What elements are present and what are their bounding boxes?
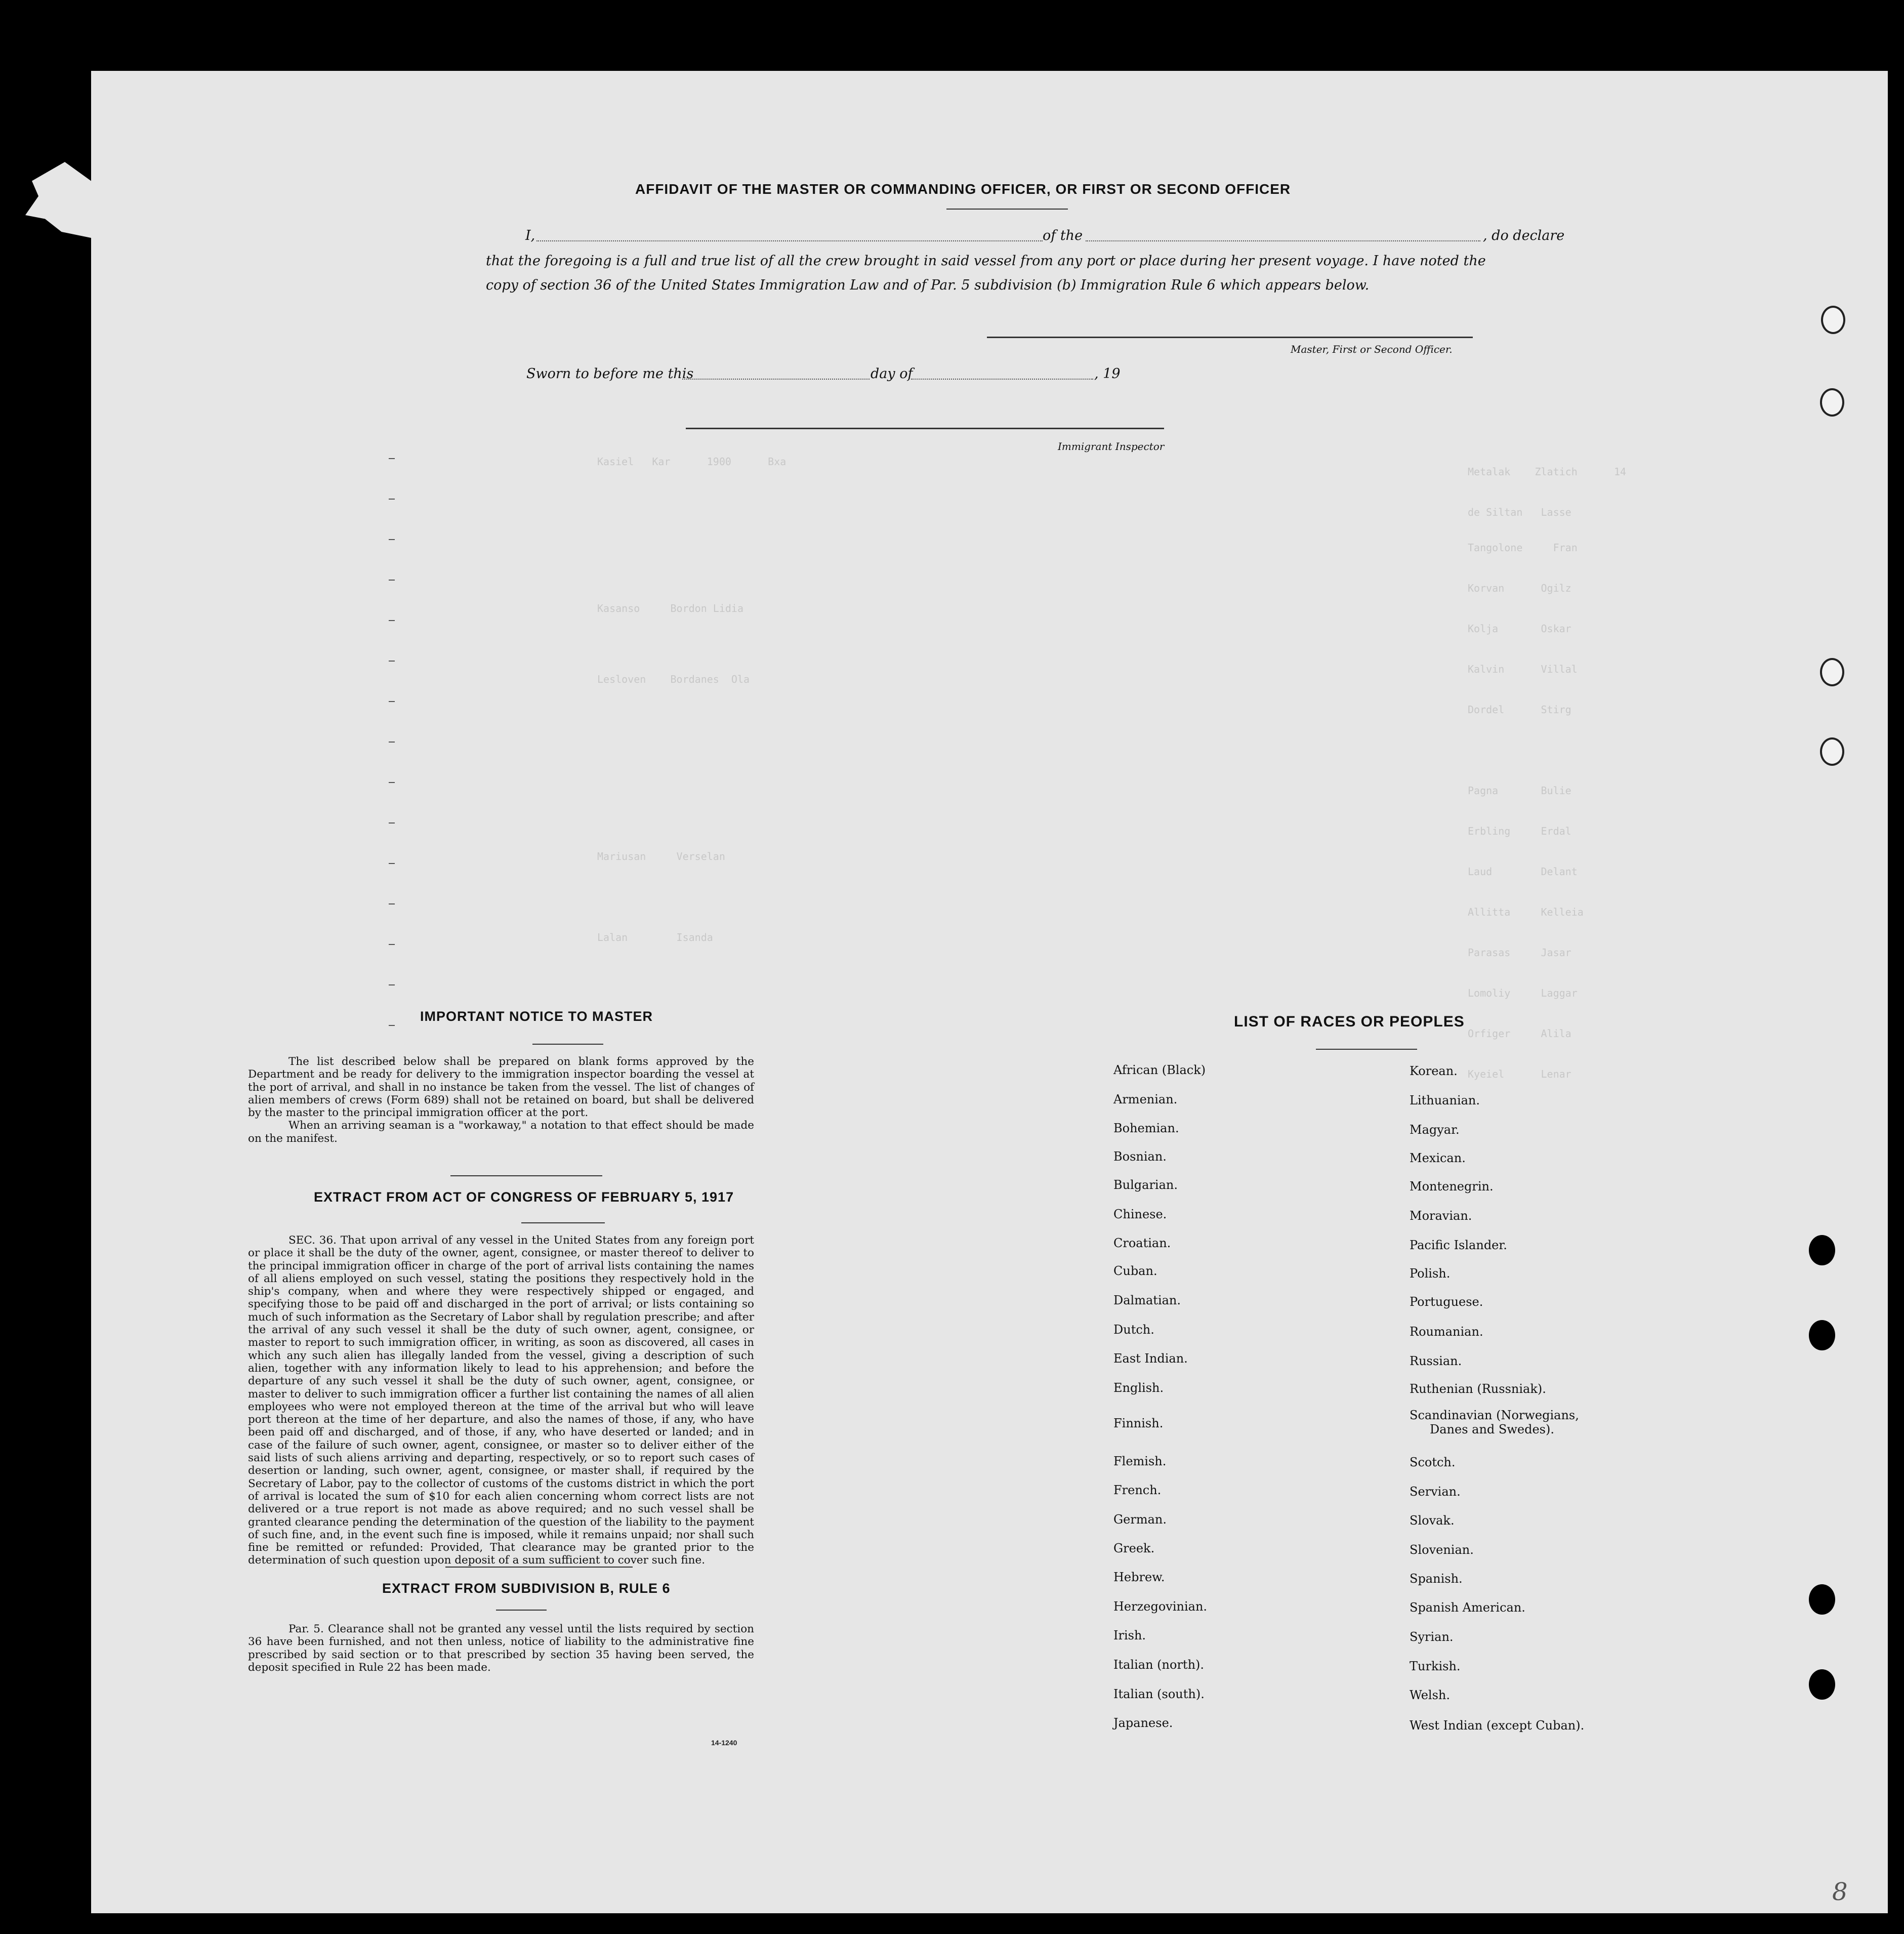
race-item: Italian (north). [1113,1658,1205,1672]
torn-paper-fragment [25,162,91,238]
race-item: Roumanian. [1410,1325,1483,1339]
race-item: Flemish. [1113,1454,1167,1468]
year-label: , 19 [1094,366,1121,382]
race-item: Finnish. [1113,1416,1164,1430]
race-item: Japanese. [1113,1716,1173,1730]
inspector-signature-line[interactable] [686,428,1164,429]
form-number: 14-1240 [711,1739,737,1747]
race-item: Bulgarian. [1113,1178,1178,1192]
race-item: Chinese. [1113,1207,1167,1221]
race-item: African (Black) [1113,1063,1206,1077]
race-item: French. [1113,1483,1162,1497]
race-item: Scandinavian (Norwegians, [1410,1408,1579,1422]
race-item: Spanish. [1410,1572,1463,1586]
race-item: Servian. [1410,1485,1461,1499]
race-item: Slovak. [1410,1513,1455,1528]
race-item: Scotch. [1410,1455,1456,1469]
par-5-text: Par. 5. Clearance shall not be granted any vessel until the lists required by section 36 have been furnished, and not then unless, notice of liability to the administrative fine prescribed by said section or to that prescribed by section 35 having been served, the deposit specified in Rule 22 has been made. [248,1623,754,1674]
binder-hole [1820,388,1844,417]
race-item: Welsh. [1410,1688,1450,1702]
notice-paragraph-2: When an arriving seaman is a "workaway," a notation to that effect should be made on the manifest. [248,1119,754,1145]
race-item: Cuban. [1113,1264,1157,1278]
race-item: Slovenian. [1410,1543,1474,1557]
sworn-day-field[interactable] [682,379,870,380]
notice-paragraph-1: The list described below shall be prepared on blank forms approved by the Department and be ready for delivery to the immigration inspector boarding the vessel at the port of arrival, and shall in no instance be taken from the vessel. The list of changes of alien members of crews (Form 689) shall not be retained on board, but shall be delivered by the master to the principal immigration officer at the port. [248,1055,754,1120]
race-item: Polish. [1410,1266,1451,1281]
race-item: Bohemian. [1113,1121,1179,1135]
rule-extract-title: EXTRACT FROM SUBDIVISION B, RULE 6 [382,1581,671,1596]
race-item: Portuguese. [1410,1295,1483,1309]
sworn-month-field[interactable] [911,379,1093,380]
day-of-label: day of [871,366,913,382]
race-item: Bosnian. [1113,1149,1167,1164]
rule-extract-underline [496,1610,547,1611]
act-extract-title: EXTRACT FROM ACT OF CONGRESS OF FEBRUARY 5, 1917 [314,1189,734,1205]
act-extract-underline [521,1222,605,1223]
notice-underline [532,1044,603,1045]
binder-hole-dark [1809,1584,1835,1615]
race-item: Hebrew. [1113,1570,1165,1584]
affidavit-of-the-label: of the [1043,228,1083,243]
race-item: West Indian (except Cuban). [1410,1718,1585,1733]
race-item: Pacific Islander. [1410,1238,1507,1252]
binder-hole-dark [1809,1235,1835,1265]
binder-hole-dark [1809,1669,1835,1700]
binder-hole [1821,306,1845,334]
affidavit-line-3: copy of section 36 of the United States Immigration Law and of Par. 5 subdivision (b) Immigration Rule 6 which appears below. [486,277,1370,293]
vessel-field[interactable] [1086,240,1480,241]
affidavit-line-2: that the foregoing is a full and true list of all the crew brought in said vessel from any port or place during her present voyage. I have noted the [486,253,1486,269]
race-item: Croatian. [1113,1236,1171,1250]
master-signature-line[interactable] [987,337,1473,338]
race-item: Magyar. [1410,1123,1460,1137]
affidavit-i-label: I, [525,228,535,243]
notice-body [248,1055,754,1145]
race-item: Herzegovinian. [1113,1599,1208,1614]
name-field[interactable] [536,240,1043,241]
affidavit-title: AFFIDAVIT OF THE MASTER OR COMMANDING OFFICER, OR FIRST OR SECOND OFFICER [635,181,1291,197]
races-underline [1316,1049,1417,1050]
race-item: Spanish American. [1410,1600,1525,1615]
race-item: Russian. [1410,1354,1462,1368]
race-item: East Indian. [1113,1351,1188,1366]
race-item: Italian (south). [1113,1687,1205,1701]
margin-pencil-mark: 8 [1832,1878,1848,1906]
race-item: German. [1113,1512,1167,1527]
act-extract-body [248,1234,754,1567]
race-item: Turkish. [1410,1659,1461,1673]
section-divider-2 [445,1567,633,1568]
title-underline [946,209,1068,210]
inspector-label: Immigrant Inspector [1058,440,1165,452]
binder-hole [1820,658,1844,686]
master-signature-label: Master, First or Second Officer. [1291,343,1453,355]
race-item: Dutch. [1113,1323,1154,1337]
race-item: Dalmatian. [1113,1293,1181,1307]
race-item-scandinavian-continued: Danes and Swedes). [1430,1422,1554,1436]
race-item: Korean. [1410,1064,1458,1078]
affidavit-declare-label: , do declare [1483,228,1565,243]
notice-title: IMPORTANT NOTICE TO MASTER [420,1009,653,1024]
manifest-page: Metalak Zlatich 14 de Siltan Lasse Tangolone Fran Korvan Ogilz Kolja Oskar Kalvin Villal Dordel Stirg Pagna Bulie Erbling Erdal Laud Delant Allitta Kelleia Parasas Jasar Lomoliy Laggar Orfiger Alila Kyeiel Lenar Kasiel Kar 1900 Bxa Kasanso Bordon Lidia Lesloven Bordanes Ola Mariusan Verselan Lalan Isanda AFFIDAVIT OF THE MASTER OR COMMANDING OFFICER, OR FIRST OR SECOND OFFICER I, of the , do declare that the foregoing is a full and true list of all the crew brought in said vessel from any port or place during her present voyage. I have noted the copy of section 36 of the United States Immigration Law and of Par. 5 subdivision (b) Immigration Rule 6 which appears below. Master, First or Second Officer. Sworn to before me this day of , 19 Immigrant Inspector IMPORTANT NOTICE TO MASTER The list described below shall be prepared on blank forms approved by the Department and be ready for delivery to the immigration inspector boarding the vessel at the port of arrival, and shall in no instance be taken from the vessel. The list of changes of alien members of crews (Form 689) shall not be retained on board, but shall be delivered by the master to the principal immigration officer at the port. When an arriving seaman is a "workaway," a notation to that effect should be made on the manifest. EXTRACT FROM ACT OF CONGRESS OF FEBRUARY 5, 1917 SEC. 36. That upon arrival of any vessel in the United States from any foreign port or place it shall be the duty of the owner, agent, consignee, or master thereof to deliver to the principal immigration officer in charge of the port of arrival lists containing the names of all aliens employed on such vessel, stating the positions they respectively hold in the ship's company, when and where they were respectively shipped or engaged, and specifying those to be paid off and discharged in the port of arrival; or lists containing so much of such information as the Secretary of Labor shall by regulation prescribe; and after the arrival of any such vessel it shall be the duty of such owner, agent, consignee, or master to report to such immigration officer, in writing, as soon as discovered, all cases in which any such alien has illegally landed from the vessel, giving a description of such alien, together with any information likely to lead to his apprehension; and before the departure of any such vessel it shall be the duty of such owner, agent, consignee, or master to deliver to such immigration officer a further list containing the names of all alien employees who were not employed thereon at the time of the arrival but who will leave port thereon at the time of her departure, and also the names of those, if any, who have been paid off and discharged, and of those, if any, who have deserted or landed; and in case of the failure of such owner, agent, consignee, or master so to deliver either of the said lists of such aliens arriving and departing, respectively, or so to report such cases of desertion or landing, such owner, agent, consignee, or master shall, if required by the Secretary of Labor, pay to the collector of customs of the customs district in which the port of arrival is located the sum of $10 for each alien concerning whom correct lists are not delivered or a true report is not made as above required; and no such vessel shall be granted clearance pending the determination of the question of the liability to the payment of such fine, and, in the event such fine is imposed, while it remains unpaid; nor shall such fine be remitted or refunded: Provided, That clearance may be granted prior to the determination of such question upon deposit of a sum sufficient to cover such fine. EXTRACT FROM SUBDIVISION B, RULE 6 Par. 5. Clearance shall not be granted any vessel until the lists required by section 36 have been furnished, and not then unless, notice of liability to the administrative fine prescribed by said section or to that prescribed by section 35 having been served, the deposit specified in Rule 22 has been made. 14-1240 LIST OF RACES OR PEOPLES African (Black) Armenian. Bohemian. Bosnian. Bulgarian. Chinese. Croatian. Cuban. Dalmatian. Dutch. East Indian. English. Finnish. Flemish. French. German. Greek. Hebrew. Herzegovinian. Irish. Italian (north). Italian (south). Japanese. Korean. Lithuanian. Magyar. Mexican. Montenegrin. Moravian. Pacific Islander. Polish. Portuguese. Roumanian. Russian. Ruthenian (Russniak). Scandinavian (Norwegians, Scotch. Servian. Slovak. Slovenian. Spanish. Spanish American. Syrian. Turkish. Welsh. West Indian (except Cuban). Danes and Swedes). 8 [91,71,1888,1913]
race-item: Armenian. [1113,1092,1178,1106]
races-title: LIST OF RACES OR PEOPLES [1234,1013,1465,1030]
sworn-label: Sworn to before me this [526,366,694,382]
race-item: Greek. [1113,1541,1155,1555]
race-item: English. [1113,1381,1164,1395]
race-item: Ruthenian (Russniak). [1410,1382,1546,1396]
race-item: Irish. [1113,1628,1146,1642]
binder-hole [1820,737,1844,766]
race-item: Syrian. [1410,1630,1454,1644]
race-item: Moravian. [1410,1209,1472,1223]
rule-extract-body [248,1623,754,1674]
race-item: Montenegrin. [1410,1179,1494,1194]
binder-hole-dark [1809,1320,1835,1350]
race-item: Mexican. [1410,1151,1466,1165]
race-item: Lithuanian. [1410,1093,1480,1107]
section-36-text: SEC. 36. That upon arrival of any vessel in the United States from any foreign port or place it shall be the duty of the owner, agent, consignee, or master thereof to deliver to the principal immigration officer in charge of the port of arrival lists containing the names of all aliens employed on such vessel, stating the positions they respectively hold in the ship's company, when and where they were respectively shipped or engaged, and specifying those to be paid off and discharged in the port of arrival; or lists containing so much of such information as the Secretary of Labor shall by regulation prescribe; and after the arrival of any such vessel it shall be the duty of such owner, agent, consignee, or master to report to such immigration officer, in writing, as soon as discovered, all cases in which any such alien has illegally landed from the vessel, giving a description of such alien, together with any information likely to lead to his apprehension; and before the departure of any such vessel it shall be the duty of such owner, agent, consignee, or master to deliver to such immigration officer a further list containing the names of all alien employees who were not employed thereon at the time of the arrival but who will leave port thereon at the time of her departure, and also the names of those, if any, who have been paid off and discharged, and of those, if any, who have deserted or landed; and in case of the failure of such owner, agent, consignee, or master so to deliver either of the said lists of such aliens arriving and departing, respectively, or so to report such cases of desertion or landing, such owner, agent, consignee, or master shall, if required by the Secretary of Labor, pay to the collector of customs of the customs district in which the port of arrival is located the sum of $10 for each alien concerning whom correct lists are not delivered or a true report is not made as above required; and no such vessel shall be granted clearance pending the determination of the question of the liability to the payment of such fine, and, in the event such fine is imposed, while it remains unpaid; nor shall such fine be remitted or refunded: Provided, That clearance may be granted prior to the determination of such question upon deposit of a sum sufficient to cover such fine. [248,1234,754,1567]
section-divider-1 [450,1175,602,1176]
